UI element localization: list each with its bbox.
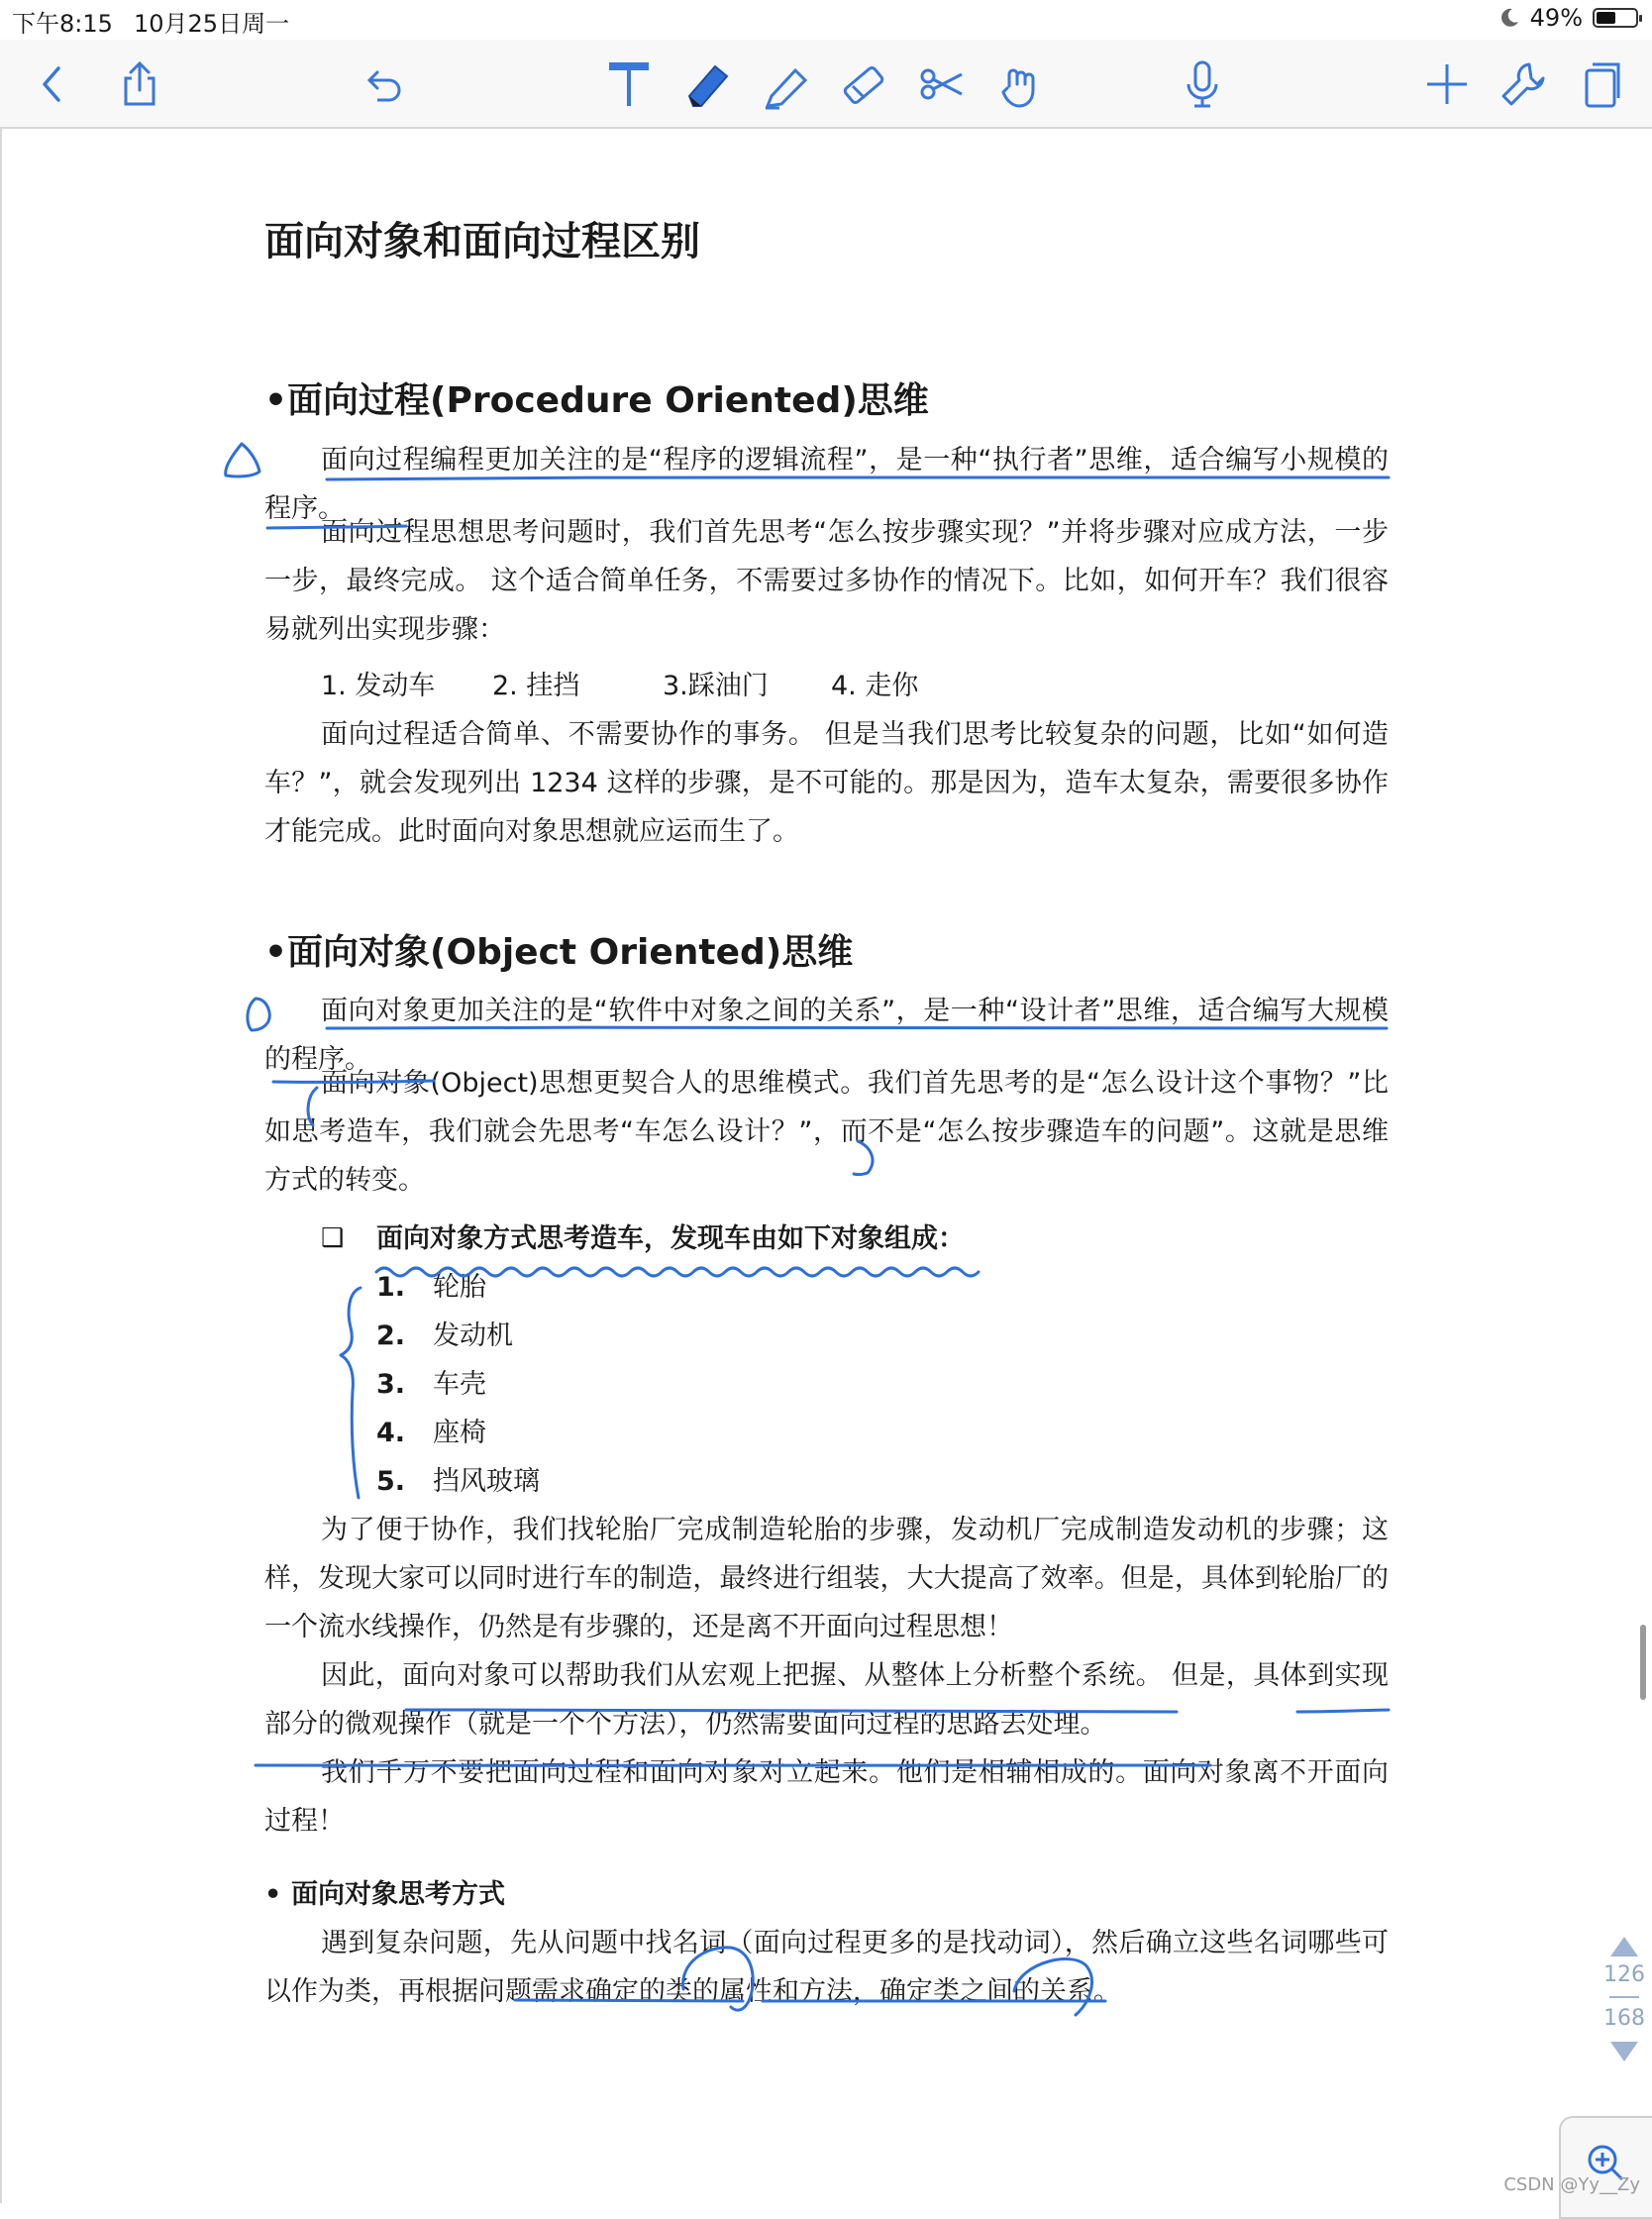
undo-button[interactable] bbox=[353, 53, 414, 115]
pen-tool-button[interactable] bbox=[676, 53, 738, 115]
list-item: 发动机 bbox=[433, 1321, 513, 1351]
moon-icon bbox=[1498, 7, 1520, 29]
settings-button[interactable] bbox=[1493, 53, 1554, 115]
page-up-icon[interactable] bbox=[1610, 1937, 1638, 1956]
hand-tool-button[interactable] bbox=[990, 53, 1052, 115]
scroll-indicator[interactable] bbox=[1640, 1625, 1646, 1700]
toolbar bbox=[0, 40, 1652, 129]
section-heading-object: •面向对象(Object Oriented)思维 bbox=[264, 932, 854, 973]
procedure-step-3: 3.踩油门 bbox=[663, 671, 769, 701]
status-right bbox=[1498, 4, 1638, 32]
add-icon bbox=[1419, 56, 1475, 112]
procedure-step-1: 1. 发动车 bbox=[321, 671, 436, 701]
status-time: 下午8:15 bbox=[12, 10, 113, 38]
section-heading-procedure: •面向过程(Procedure Oriented)思维 bbox=[264, 380, 929, 421]
scissors-icon bbox=[914, 56, 970, 112]
page-edge bbox=[0, 129, 2, 2203]
microphone-button[interactable] bbox=[1172, 53, 1233, 115]
list-item: 轮胎 bbox=[433, 1272, 486, 1303]
list-item-num: 3. bbox=[376, 1369, 406, 1400]
eraser-button[interactable] bbox=[832, 53, 893, 115]
list-checkbox-bullet: ❑ bbox=[321, 1223, 345, 1253]
highlighter-icon bbox=[758, 56, 813, 112]
page-down-icon[interactable] bbox=[1610, 2042, 1638, 2061]
object-para-5: 我们千万不要把面向过程和面向对象对立起来。他们是相辅相成的。面向对象离不开面向过程！ bbox=[264, 1757, 1389, 1837]
back-icon bbox=[25, 56, 80, 112]
back-button[interactable] bbox=[22, 53, 83, 115]
status-bar bbox=[0, 0, 1652, 40]
eraser-icon bbox=[835, 56, 890, 112]
object-para-3: 为了便于协作，我们找轮胎厂完成制造轮胎的步骤，发动机厂完成制造发动机的步骤；这样，发现大家可以同时进行车的制造，最终进行组装，大大提高了效率。但是，具体到轮胎厂的一个流水线操作，仍然是有步骤的，还是离不开面向过程思想！ bbox=[264, 1515, 1389, 1642]
microphone-icon bbox=[1175, 56, 1230, 112]
status-date: 10月25日周一 bbox=[134, 10, 290, 38]
list-item-num: 1. bbox=[376, 1272, 406, 1303]
object-para-2: 面向对象(Object)思想更契合人的思维模式。我们首先思考的是“怎么设计这个事物？”比如思考造车，我们就会先思考“车怎么设计？”，而不是“怎么按步骤造车的问题”。这就是思维方式的转变。 bbox=[264, 1068, 1389, 1196]
scissors-button[interactable] bbox=[911, 53, 973, 115]
list-item: 车壳 bbox=[433, 1369, 486, 1400]
procedure-para-2: 面向过程思想思考问题时，我们首先思考“怎么按步骤实现？”并将步骤对应成方法，一步一步，最终完成。 这个适合简单任务，不需要过多协作的情况下。比如，如何开车？我们很容易就列出实现步骤： bbox=[264, 517, 1389, 645]
page-navigator bbox=[1600, 1937, 1648, 2061]
highlighter-button[interactable] bbox=[755, 53, 816, 115]
pages-icon bbox=[1573, 56, 1628, 112]
list-item-num: 5. bbox=[376, 1466, 406, 1497]
section-heading-thinking: 面向对象思考方式 bbox=[291, 1879, 505, 1910]
object-para-1: 面向对象更加关注的是“软件中对象之间的关系”，是一种“设计者”思维，适合编写大规模的程序。 bbox=[264, 996, 1389, 1075]
pen-icon bbox=[679, 56, 735, 112]
battery-icon bbox=[1593, 8, 1638, 28]
total-page-number: 168 bbox=[1603, 2006, 1645, 2031]
procedure-para-1: 面向过程编程更加关注的是“程序的逻辑流程”，是一种“执行者”思维，适合编写小规模的程序。 bbox=[264, 445, 1389, 524]
text-tool-button[interactable] bbox=[598, 53, 660, 115]
battery-percent: 49% bbox=[1529, 4, 1583, 32]
pages-button[interactable] bbox=[1570, 53, 1631, 115]
procedure-step-4: 4. 走你 bbox=[831, 671, 919, 701]
hand-icon bbox=[993, 56, 1049, 112]
list-item: 座椅 bbox=[433, 1418, 486, 1448]
procedure-step-2: 2. 挂挡 bbox=[492, 671, 580, 701]
current-page-number: 126 bbox=[1603, 1962, 1645, 1987]
procedure-para-3: 面向过程适合简单、不需要协作的事务。 但是当我们思考比较复杂的问题，比如“如何造车？”，就会发现列出 1234 这样的步骤，是不可能的。那是因为，造车太复杂，需要很多协作才能完成。此时面向对象思想就应运而生了。 bbox=[264, 719, 1389, 847]
wrench-icon bbox=[1496, 56, 1551, 112]
zoom-button[interactable] bbox=[1559, 2116, 1652, 2219]
doc-title: 面向对象和面向过程区别 bbox=[264, 219, 700, 264]
watermark: CSDN @Yy__Zy bbox=[1503, 2174, 1640, 2195]
list-item-num: 4. bbox=[376, 1418, 406, 1448]
share-button[interactable] bbox=[109, 53, 170, 115]
thinking-para-1: 遇到复杂问题，先从问题中找名词（面向过程更多的是找动词），然后确立这些名词哪些可以作为类，再根据问题需求确定的类的属性和方法，确定类之间的关系。 bbox=[264, 1928, 1389, 2007]
text-tool-icon bbox=[601, 56, 657, 112]
pager-divider bbox=[1609, 1996, 1639, 1998]
undo-icon bbox=[356, 56, 411, 112]
object-list-heading: 面向对象方式思考造车，发现车由如下对象组成： bbox=[376, 1223, 965, 1254]
list-item-num: 2. bbox=[376, 1321, 406, 1351]
list-item: 挡风玻璃 bbox=[433, 1466, 540, 1497]
add-button[interactable] bbox=[1416, 53, 1478, 115]
section-bullet: • bbox=[264, 1879, 282, 1910]
share-icon bbox=[112, 56, 167, 112]
object-para-4: 因此，面向对象可以帮助我们从宏观上把握、从整体上分析整个系统。 但是，具体到实现部分的微观操作（就是一个个方法），仍然需要面向过程的思路去处理。 bbox=[264, 1660, 1389, 1740]
